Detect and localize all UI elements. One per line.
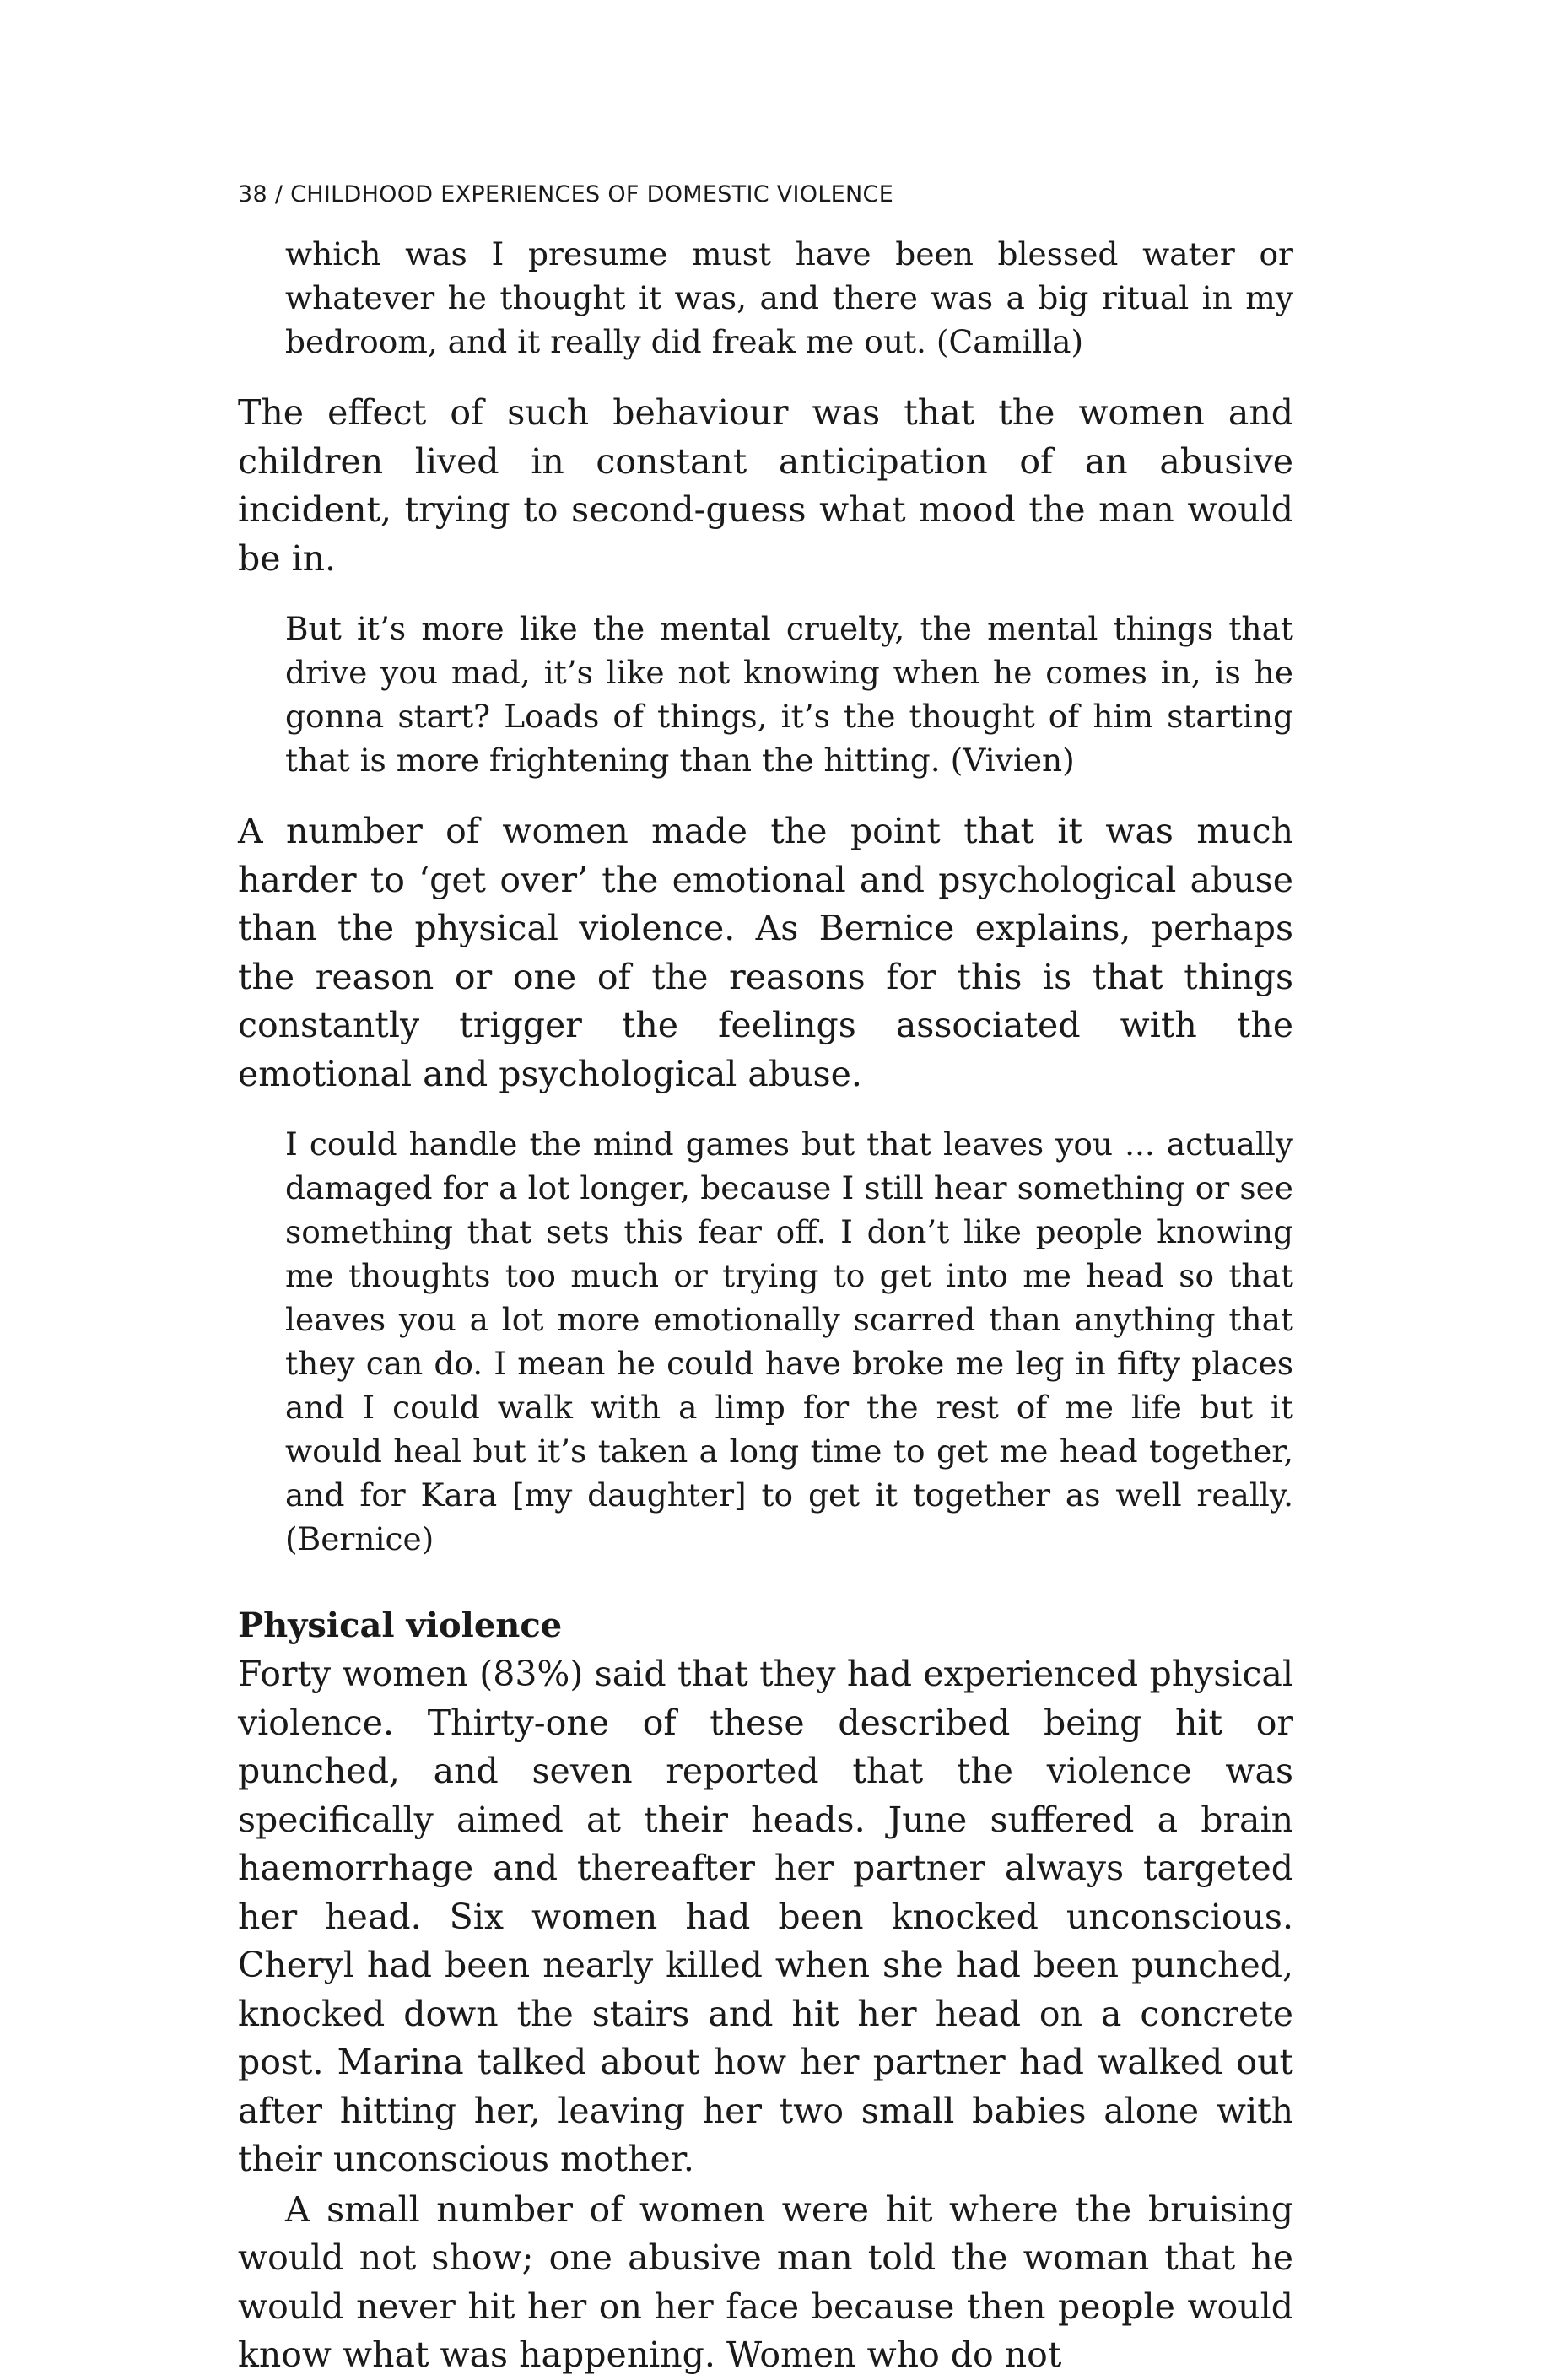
section-heading-physical-violence: Physical violence (238, 1606, 563, 1645)
paragraph-effect: The effect of such behaviour was that the women and children lived in constant anticipation of an abusive incident, trying to second-guess what mood the man would be in. (238, 392, 1293, 579)
quote-camilla: which was I presume must have been blessed water or whatever he thought it was, and there was a big ritual in my bedroom, and it really did freak me out. (Camilla) (285, 235, 1293, 360)
paragraph-number-of-women: A number of women made the point that it was much harder to ‘get over’ the emotional and psychological abuse than the physical violence. As Bernice explains, perhaps the reason or one of the reasons for this is that things constantly trigger the feelings associated with the emotional and psychological abuse. (238, 811, 1293, 1094)
running-head: 38 / CHILDHOOD EXPERIENCES OF DOMESTIC VIOLENCE (238, 181, 894, 208)
page-body (238, 232, 1293, 2380)
paragraph-forty-women: Forty women (83%) said that they had experienced physical violence. Thirty-one of these described being hit or punched, and seven reported that the violence was specifically aimed at their heads. June suffered a brain haemorrhage and thereafter her partner always targeted her head. Six women had been knocked unconscious. Cheryl had been nearly killed when she had been punched, knocked down the stairs and hit her head on a concrete post. Marina talked about how her partner had walked out after hitting her, leaving her two small babies alone with their unconscious mother. (238, 1654, 1293, 2179)
quote-vivien: But it’s more like the mental cruelty, the mental things that drive you mad, it’s like not knowing when he comes in, is he gonna start? Loads of things, it’s the thought of him starting that is more frightening than the hitting. (Vivien) (285, 610, 1293, 779)
quote-bernice: I could handle the mind games but that leaves you ... actually damaged for a lot longer, because I still hear something or see something that sets this fear off. I don’t like people knowing me thoughts too much or trying to get into me head so that leaves you a lot more emotionally scarred than anything that they can do. I mean he could have broke me leg in fifty places and I could walk with a limp for the rest of me life but it would heal but it’s taken a long time to get me head together, and for Kara [my daughter] to get it together as well really. (Bernice) (285, 1125, 1293, 1557)
paragraph-small-number: A small number of women were hit where the bruising would not show; one abusive man told the woman that he would never hit her on her face because then people would know what was happening. Women who do not (238, 2188, 1293, 2375)
